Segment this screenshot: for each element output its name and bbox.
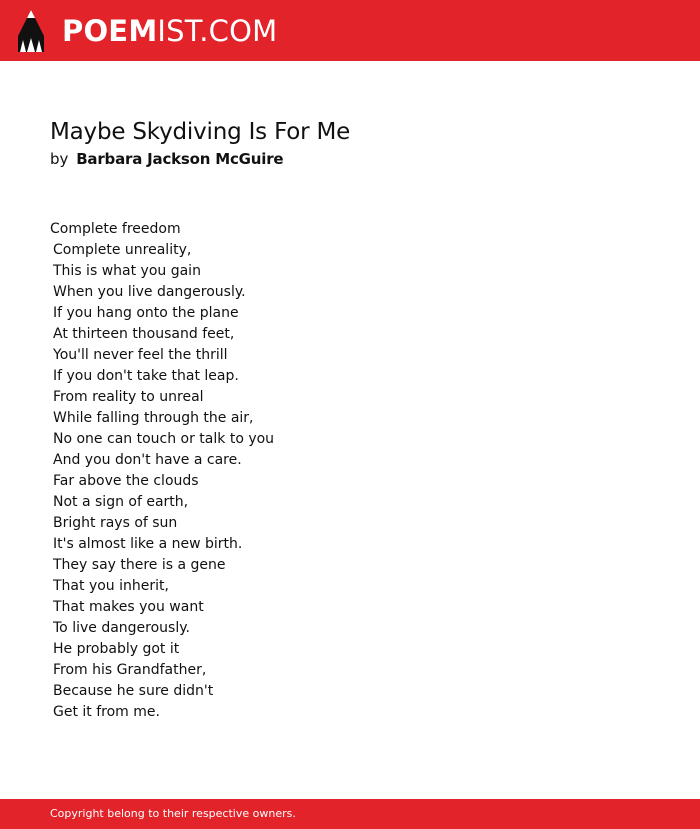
poem-body	[50, 219, 274, 723]
poem-line: From his Grandfather,	[53, 662, 207, 678]
poem-line: Not a sign of earth,	[53, 494, 189, 510]
pencil-icon[interactable]	[18, 10, 44, 52]
poem-line: Get it from me.	[53, 704, 160, 720]
poem-line: That makes you want	[53, 599, 204, 615]
copyright-text: Copyright belong to their respective owners.	[50, 807, 296, 820]
poem-line: Complete freedom	[50, 221, 181, 237]
poem-line: Bright rays of sun	[53, 515, 178, 531]
poem-line: And you don't have a care.	[53, 452, 242, 468]
poem-line: He probably got it	[53, 641, 180, 657]
brand-light: IST.COM	[157, 14, 278, 48]
site-logo-text[interactable]	[62, 13, 277, 49]
poem-line: If you hang onto the plane	[53, 305, 239, 321]
poem-line: From reality to unreal	[53, 389, 204, 405]
poem-line: Because he sure didn't	[53, 683, 214, 699]
poem-line: No one can touch or talk to you	[53, 431, 275, 447]
poem-line: To live dangerously.	[53, 620, 190, 636]
poem-title: Maybe Skydiving Is For Me	[50, 119, 351, 145]
brand-strong: POEM	[62, 14, 158, 48]
poem-line: If you don't take that leap.	[53, 368, 239, 384]
poem-line: While falling through the air,	[53, 410, 254, 426]
poem-line: This is what you gain	[53, 263, 201, 279]
site-header	[0, 0, 700, 61]
author-name: Barbara Jackson McGuire	[76, 150, 284, 168]
poem-line: At thirteen thousand feet,	[53, 326, 235, 342]
site-footer	[0, 799, 700, 829]
byline	[50, 148, 283, 170]
poem-line: They say there is a gene	[53, 557, 226, 573]
by-label: by	[50, 150, 69, 168]
poem-line: Complete unreality,	[53, 242, 192, 258]
poem-line: Far above the clouds	[53, 473, 199, 489]
poem-line: That you inherit,	[53, 578, 169, 594]
poem-line: When you live dangerously.	[53, 284, 246, 300]
poem-line: You'll never feel the thrill	[53, 347, 228, 363]
poem-line: It's almost like a new birth.	[53, 536, 243, 552]
